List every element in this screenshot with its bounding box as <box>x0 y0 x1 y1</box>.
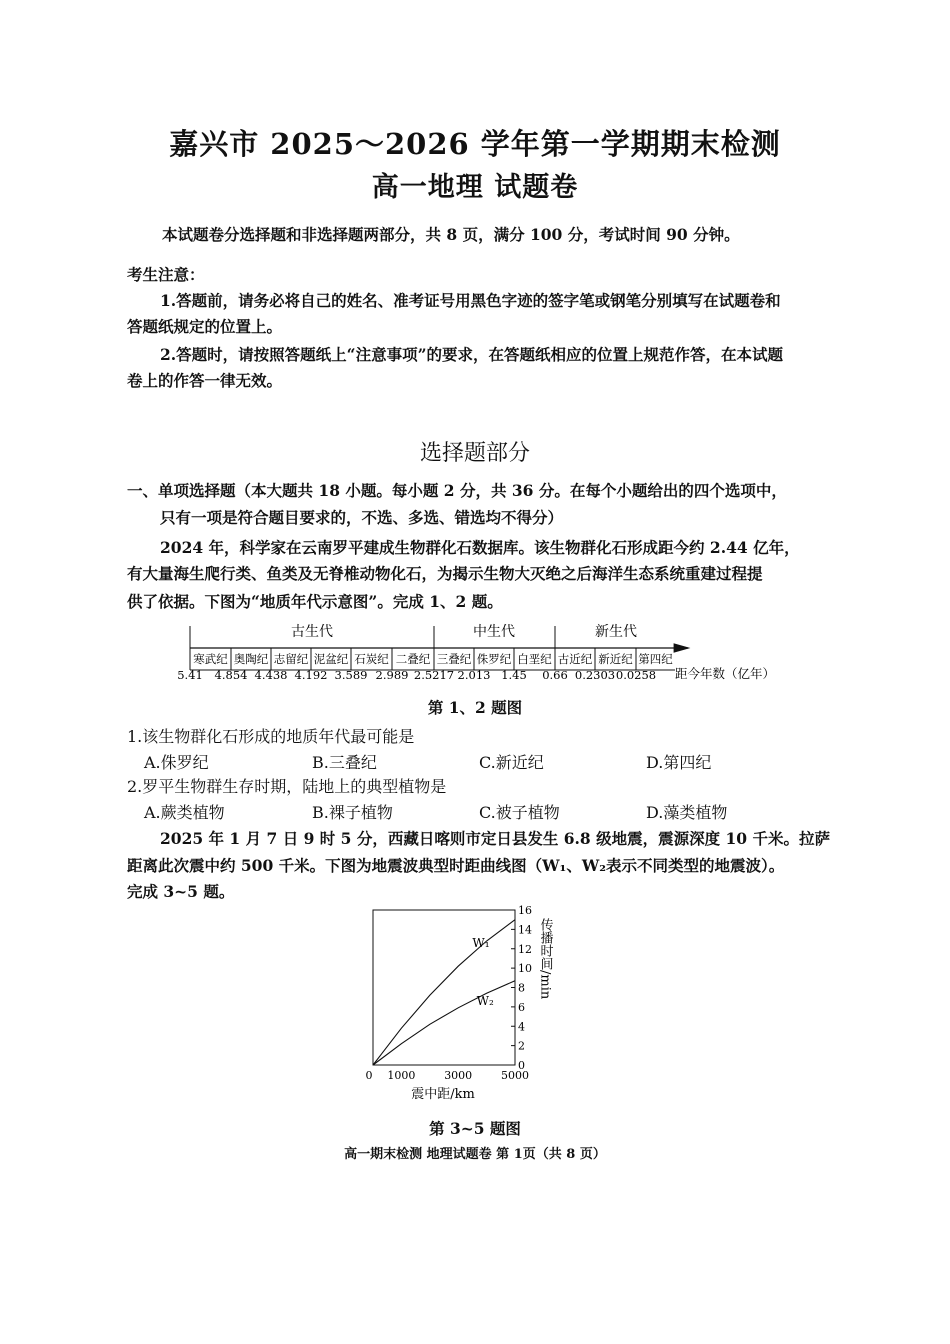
x-tick-label: 3000 <box>444 1069 473 1082</box>
notice-heading: 考生注意： <box>127 265 205 284</box>
series-w1-label: W₁ <box>472 935 490 950</box>
period-label: 三叠纪 <box>436 652 472 666</box>
q2-option-a[interactable]: A.蕨类植物 <box>144 803 225 822</box>
tick-label: 2.5217 <box>413 668 455 682</box>
tick-label: 3.589 <box>334 668 368 682</box>
seismic-chart <box>355 900 565 1110</box>
passage1-line3: 供了依据。下图为“地质年代示意图”。完成 1、2 题。 <box>127 592 503 611</box>
geologic-timeline <box>170 620 810 692</box>
period-label: 新近纪 <box>598 652 633 666</box>
period-label: 泥盆纪 <box>313 652 349 666</box>
period-label: 侏罗纪 <box>476 652 512 666</box>
x-tick-label: 0 <box>365 1069 373 1082</box>
q2-option-d[interactable]: D.藻类植物 <box>646 803 728 822</box>
period-label: 第四纪 <box>638 652 673 666</box>
period-label: 石炭纪 <box>354 652 389 666</box>
y-tick-label: 4 <box>518 1020 525 1034</box>
section-title: 选择题部分 <box>419 441 530 466</box>
period-label: 志留纪 <box>273 652 309 666</box>
y-axis-ticks <box>511 904 532 1072</box>
tick-label: 0.66 <box>542 668 568 682</box>
tick-label: 2.013 <box>457 668 491 682</box>
x-axis-ticks <box>366 1069 530 1082</box>
part1-heading-rest: （本大题共 18 小题。每小题 2 分，共 36 分。在每个小题给出的四个选项中， <box>235 481 787 500</box>
era-cenozoic: 新生代 <box>595 624 637 640</box>
y-tick-label: 6 <box>518 1000 525 1014</box>
x-tick-label: 1000 <box>387 1069 416 1082</box>
y-tick-label: 12 <box>518 942 532 956</box>
page-footer: 高一期末检测 地理试题卷 第 1页（共 8 页） <box>344 1147 606 1162</box>
part1-heading-bold: 一、单项选择题 <box>127 481 236 500</box>
exam-title: 嘉兴市 2025～2026 学年第一学期期末检测 <box>169 127 781 161</box>
y-tick-label: 16 <box>518 904 532 917</box>
series-w1-line <box>373 920 515 1065</box>
passage2-line3: 完成 3~5 题。 <box>127 882 235 901</box>
y-tick-label: 14 <box>518 923 532 937</box>
y-tick-label: 0 <box>518 1059 525 1072</box>
q1-option-b[interactable]: B.三叠纪 <box>312 753 377 772</box>
tick-label: 4.438 <box>254 668 288 682</box>
q2-option-c[interactable]: C.被子植物 <box>479 803 560 822</box>
q1-option-c[interactable]: C.新近纪 <box>479 753 544 772</box>
period-label: 古近纪 <box>557 652 593 666</box>
timeline-axis-label: 距今年数（亿年） <box>675 666 776 681</box>
passage1-line2: 有大量海生爬行类、鱼类及无脊椎动物化石，为揭示生物大灭绝之后海洋生态系统重建过程提 <box>127 564 763 583</box>
figure2-caption: 第 3~5 题图 <box>429 1119 521 1138</box>
tick-label: 5.41 <box>177 668 203 682</box>
q1-option-d[interactable]: D.第四纪 <box>646 753 712 772</box>
tick-label: 1.45 <box>501 668 527 682</box>
tick-label: 0.2303 <box>574 668 616 682</box>
q1-stem: 1.该生物群化石形成的地质年代最可能是 <box>127 727 415 746</box>
tick-label: 2.989 <box>375 668 409 682</box>
period-labels <box>193 652 673 666</box>
period-label: 奥陶纪 <box>233 652 269 666</box>
y-tick-label: 2 <box>518 1039 525 1053</box>
passage2-line2: 距离此次震中约 500 千米。下图为地震波典型时距曲线图（W₁、W₂表示不同类型的地震波）。 <box>127 856 785 875</box>
era-mesozoic: 中生代 <box>473 624 515 640</box>
notice-item1-line2: 答题纸规定的位置上。 <box>127 317 283 336</box>
y-axis-label: 传播时间/min <box>537 918 553 1000</box>
notice-item1-line1: 1.答题前，请务必将自己的姓名、准考证号用黑色字迹的签字笔或钢笔分别填写在试题卷和 <box>160 291 781 310</box>
intro-text: 本试题卷分选择题和非选择题两部分，共 8 页，满分 100 分，考试时间 90 分钟。 <box>162 225 740 244</box>
passage1-line1: 2024 年，科学家在云南罗平建成生物群化石数据库。该生物群化石形成距今约 2.44 亿年， <box>160 538 800 557</box>
notice-item2-line1: 2.答题时，请按照答题纸上“注意事项”的要求，在答题纸相应的位置上规范作答，在本试题 <box>160 345 784 364</box>
part1-heading-line2: 只有一项是符合题目要求的，不选、多选、错选均不得分） <box>160 508 564 527</box>
tick-label: 4.192 <box>294 668 328 682</box>
series-w2-label: W₂ <box>476 993 494 1008</box>
era-paleozoic: 古生代 <box>291 624 333 640</box>
figure1-caption: 第 1、2 题图 <box>427 698 523 717</box>
passage2-line1: 2025 年 1 月 7 日 9 时 5 分，西藏日喀则市定日县发生 6.8 级地震，震源深度 10 千米。拉萨 <box>160 829 830 848</box>
period-label: 寒武纪 <box>193 652 228 666</box>
tick-label: 4.854 <box>214 668 248 682</box>
x-axis-label: 震中距/km <box>411 1087 475 1102</box>
period-label: 白垩纪 <box>517 652 552 666</box>
q2-stem: 2.罗平生物群生存时期，陆地上的典型植物是 <box>127 777 447 796</box>
x-tick-label: 5000 <box>501 1069 529 1082</box>
chart-frame <box>373 910 515 1065</box>
tick-label: 0.0258 <box>615 668 657 682</box>
notice-item2-line2: 卷上的作答一律无效。 <box>127 371 283 390</box>
y-tick-label: 8 <box>518 981 525 995</box>
part1-heading <box>127 478 787 504</box>
period-label: 二叠纪 <box>395 652 431 666</box>
exam-subtitle: 高一地理 试题卷 <box>371 172 579 203</box>
y-tick-label: 10 <box>518 962 532 976</box>
q1-option-a[interactable]: A.侏罗纪 <box>144 753 209 772</box>
q2-option-b[interactable]: B.裸子植物 <box>312 803 393 822</box>
